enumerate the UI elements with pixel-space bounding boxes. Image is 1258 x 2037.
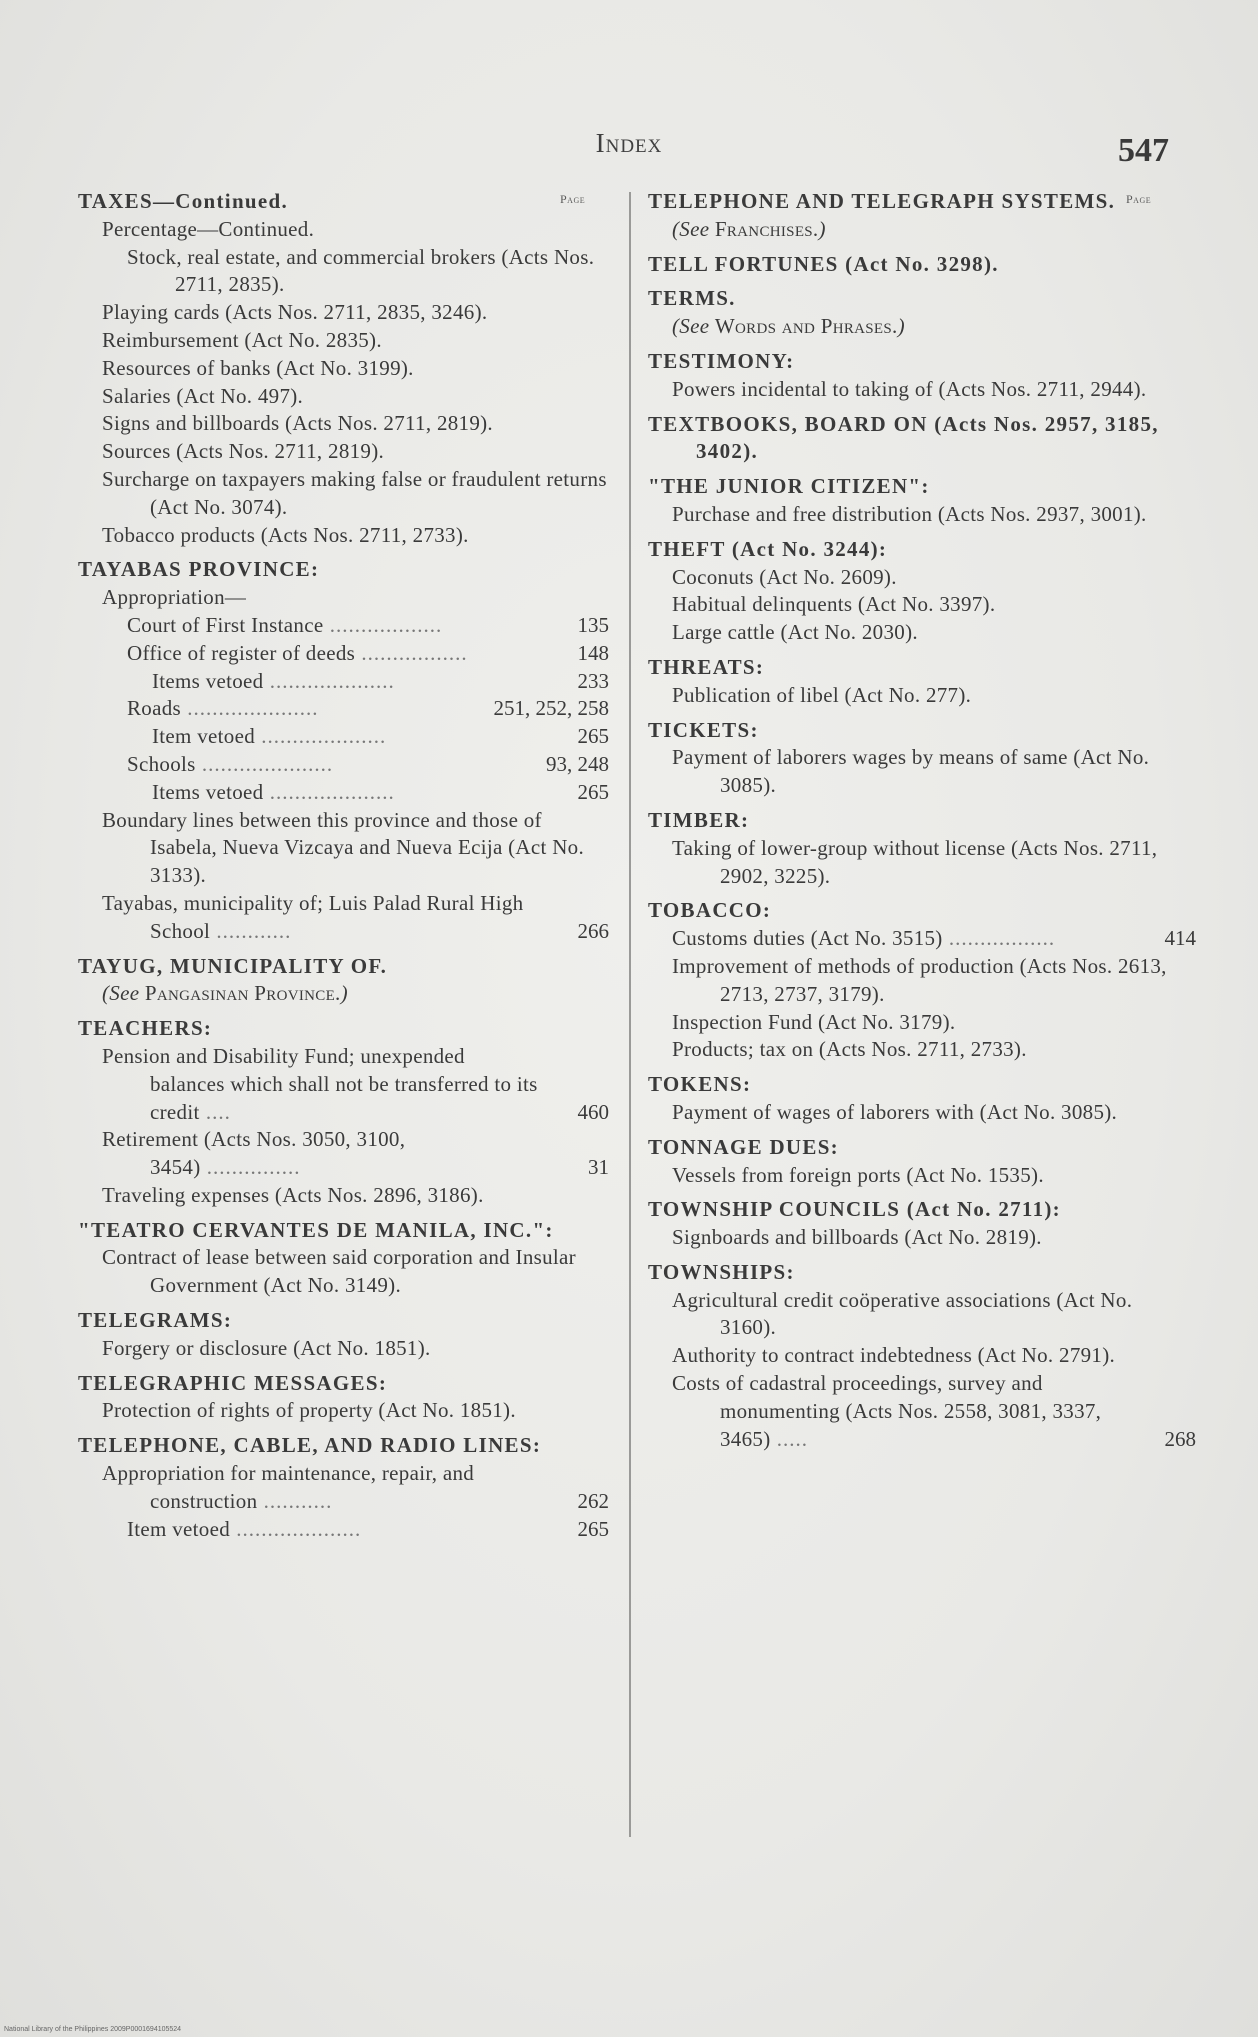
dot-leader: ................. [355,640,468,665]
index-heading: TAYUG, MUNICIPALITY OF. [78,953,388,978]
index-subentry: Item vetoed .................... 265 [78,1516,613,1544]
index-heading: TOWNSHIP COUNCILS (Act No. 2711): [648,1197,1061,1222]
page-column-label-right: Page [1126,192,1152,206]
index-heading: TAXES—Continued. [78,189,289,213]
index-subentry: Products; tax on (Acts Nos. 2711, 2733). [672,1037,1027,1062]
index-subentry: Forgery or disclosure (Act No. 1851). [102,1335,431,1360]
index-subentry: Purchase and free distribution (Acts Nos. 2937, 3001). [672,501,1147,526]
index-subentry: Sources (Acts Nos. 2711, 2819). [102,439,385,464]
index-subentry: Habitual delinquents (Act No. 3397). [672,592,996,617]
index-subentry: Tobacco products (Acts Nos. 2711, 2733). [102,522,469,547]
dot-leader: .................... [263,668,395,693]
index-subentry: Improvement of methods of production (Acts Nos. 2613, 2713, 2737, 3179). [672,953,1167,1006]
index-heading: TEACHERS: [78,1016,213,1041]
index-subentry: Traveling expenses (Acts Nos. 2896, 3186). [102,1182,484,1207]
left-index-column [78,188,613,1543]
right-entry-list [648,188,1196,1453]
page-reference: 265 [577,1516,609,1541]
index-subentry: Reimbursement (Act No. 2835). [102,327,382,352]
page-reference: 93, 248 [546,751,609,776]
index-subentry: Item vetoed .................... 265 [78,723,613,751]
index-subentry: Schools ..................... 93, 248 [78,751,613,779]
dot-leader: ............... [200,1155,301,1180]
page-reference: 148 [577,640,609,665]
index-subentry: Signboards and billboards (Act No. 2819). [672,1225,1042,1250]
index-heading: TONNAGE DUES: [648,1134,839,1159]
index-subentry: Boundary lines between this province and those of Isabela, Nueva Vizcaya and Nueva Ecija (Act No. 3133). [102,807,585,888]
dot-leader: .................... [263,779,395,804]
index-subentry: Payment of laborers wages by means of same (Act No. 3085). [672,745,1150,798]
index-heading: TOKENS: [648,1072,752,1097]
index-heading: TELEPHONE AND TELEGRAPH SYSTEMS. [648,189,1116,213]
page-reference: 265 [577,724,609,749]
dot-leader: .................... [255,724,387,749]
dot-leader: ........... [257,1488,333,1513]
index-subentry: Retirement (Acts Nos. 3050, 3100, 3454) ............... 31 [78,1126,613,1182]
column-divider [629,192,631,1837]
dot-leader: .... [199,1099,231,1124]
index-subentry: Agricultural credit coöperative associations (Act No. 3160). [672,1287,1133,1340]
index-subentry: Pension and Disability Fund; unexpended balances which shall not be transferred to its credit .... 460 [78,1043,613,1126]
index-subentry: Large cattle (Act No. 2030). [672,620,918,645]
running-title: Index [595,128,663,158]
index-heading: TESTIMONY: [648,348,795,373]
index-heading: TELL FORTUNES (Act No. 3298). [648,251,999,276]
index-heading: TERMS. [648,286,736,311]
index-heading: TELEGRAMS: [78,1308,233,1333]
index-subentry: Signs and billboards (Acts Nos. 2711, 2819). [102,411,493,436]
index-subentry: Salaries (Act No. 497). [102,383,304,408]
page-reference: 251, 252, 258 [493,696,609,721]
index-heading: "TEATRO CERVANTES DE MANILA, INC.": [78,1217,554,1242]
index-subentry: Items vetoed .................... 233 [78,668,613,696]
right-index-column [648,188,1196,1453]
left-entry-list [78,188,613,1543]
dot-leader: ................. [942,926,1056,951]
archive-stamp: National Library of the Philippines 2009P0001694105524 [4,2026,182,2033]
page-reference: 262 [577,1488,609,1513]
page-reference: 31 [588,1155,609,1180]
dot-leader: ............ [210,918,292,943]
index-subentry: Publication of libel (Act No. 277). [672,682,972,707]
index-heading: TOWNSHIPS: [648,1259,795,1284]
index-heading: TELEGRAPHIC MESSAGES: [78,1370,388,1395]
index-subentry: Roads ..................... 251, 252, 258 [78,695,613,723]
page-reference: 460 [577,1099,609,1124]
index-heading: TOBACCO: [648,898,772,923]
dot-leader: ..... [770,1426,808,1451]
index-heading: TELEPHONE, CABLE, AND RADIO LINES: [78,1433,542,1458]
index-subentry: Protection of rights of property (Act No. 1851). [102,1398,516,1423]
index-subentry: Tayabas, municipality of; Luis Palad Rural High School ............ 266 [78,890,613,946]
index-subentry: Items vetoed .................... 265 [78,779,613,807]
page-number: 547 [1118,132,1169,169]
cross-reference: (See Franchises.) [672,216,826,241]
index-subentry: Playing cards (Acts Nos. 2711, 2835, 3246). [102,300,488,325]
page-column-label-left: Page [560,192,586,206]
dot-leader: .................. [323,612,443,637]
index-subentry: Surcharge on taxpayers making false or fraudulent returns (Act No. 3074). [102,466,607,519]
page-reference: 266 [577,918,609,943]
index-subentry: Percentage—Continued. [102,216,315,241]
index-subentry: Taking of lower-group without license (Acts Nos. 2711, 2902, 3225). [672,835,1158,888]
page-reference: 135 [577,612,609,637]
index-heading: "THE JUNIOR CITIZEN": [648,474,930,499]
page-reference: 233 [577,668,609,693]
index-subentry: Payment of wages of laborers with (Act No. 3085). [672,1099,1118,1124]
index-subentry: Powers incidental to taking of (Acts Nos. 2711, 2944). [672,376,1147,401]
page-reference: 268 [1164,1426,1196,1451]
index-heading: THREATS: [648,654,765,679]
cross-reference: (See Words and Phrases.) [672,314,905,339]
index-subentry: Resources of banks (Act No. 3199). [102,355,414,380]
index-subentry: Stock, real estate, and commercial brokers (Acts Nos. 2711, 2835). [127,244,595,297]
index-heading: TAYABAS PROVINCE: [78,557,320,582]
index-subentry: Inspection Fund (Act No. 3179). [672,1009,956,1034]
cross-reference: (See Pangasinan Province.) [102,981,348,1006]
index-heading: TIMBER: [648,807,750,832]
index-subentry: Office of register of deeds ................. 148 [78,640,613,668]
index-heading: TICKETS: [648,717,759,742]
dot-leader: ..................... [181,696,319,721]
page-reference: 265 [577,779,609,804]
page-reference: 414 [1164,926,1196,951]
index-subentry: Costs of cadastral proceedings, survey and monumenting (Acts Nos. 2558, 3081, 3337, 3465) ..... 268 [648,1370,1178,1453]
index-subentry: Vessels from foreign ports (Act No. 1535). [672,1162,1044,1187]
dot-leader: .................... [230,1516,362,1541]
index-subentry: Authority to contract indebtedness (Act No. 2791). [672,1343,1116,1368]
index-heading: THEFT (Act No. 3244): [648,536,888,561]
index-subentry: Appropriation for maintenance, repair, and construction ........... 262 [78,1460,613,1516]
index-subentry: Customs duties (Act No. 3515) ................. 414 [648,925,1178,953]
index-subentry: Contract of lease between said corporation and Insular Government (Act No. 3149). [102,1245,576,1298]
index-heading: TEXTBOOKS, BOARD ON (Acts Nos. 2957, 3185, 3402). [648,411,1159,464]
index-subentry: Coconuts (Act No. 2609). [672,564,897,589]
index-subentry: Appropriation— [102,585,247,610]
dot-leader: ..................... [195,751,334,776]
index-subentry: Court of First Instance .................. 135 [78,612,613,640]
